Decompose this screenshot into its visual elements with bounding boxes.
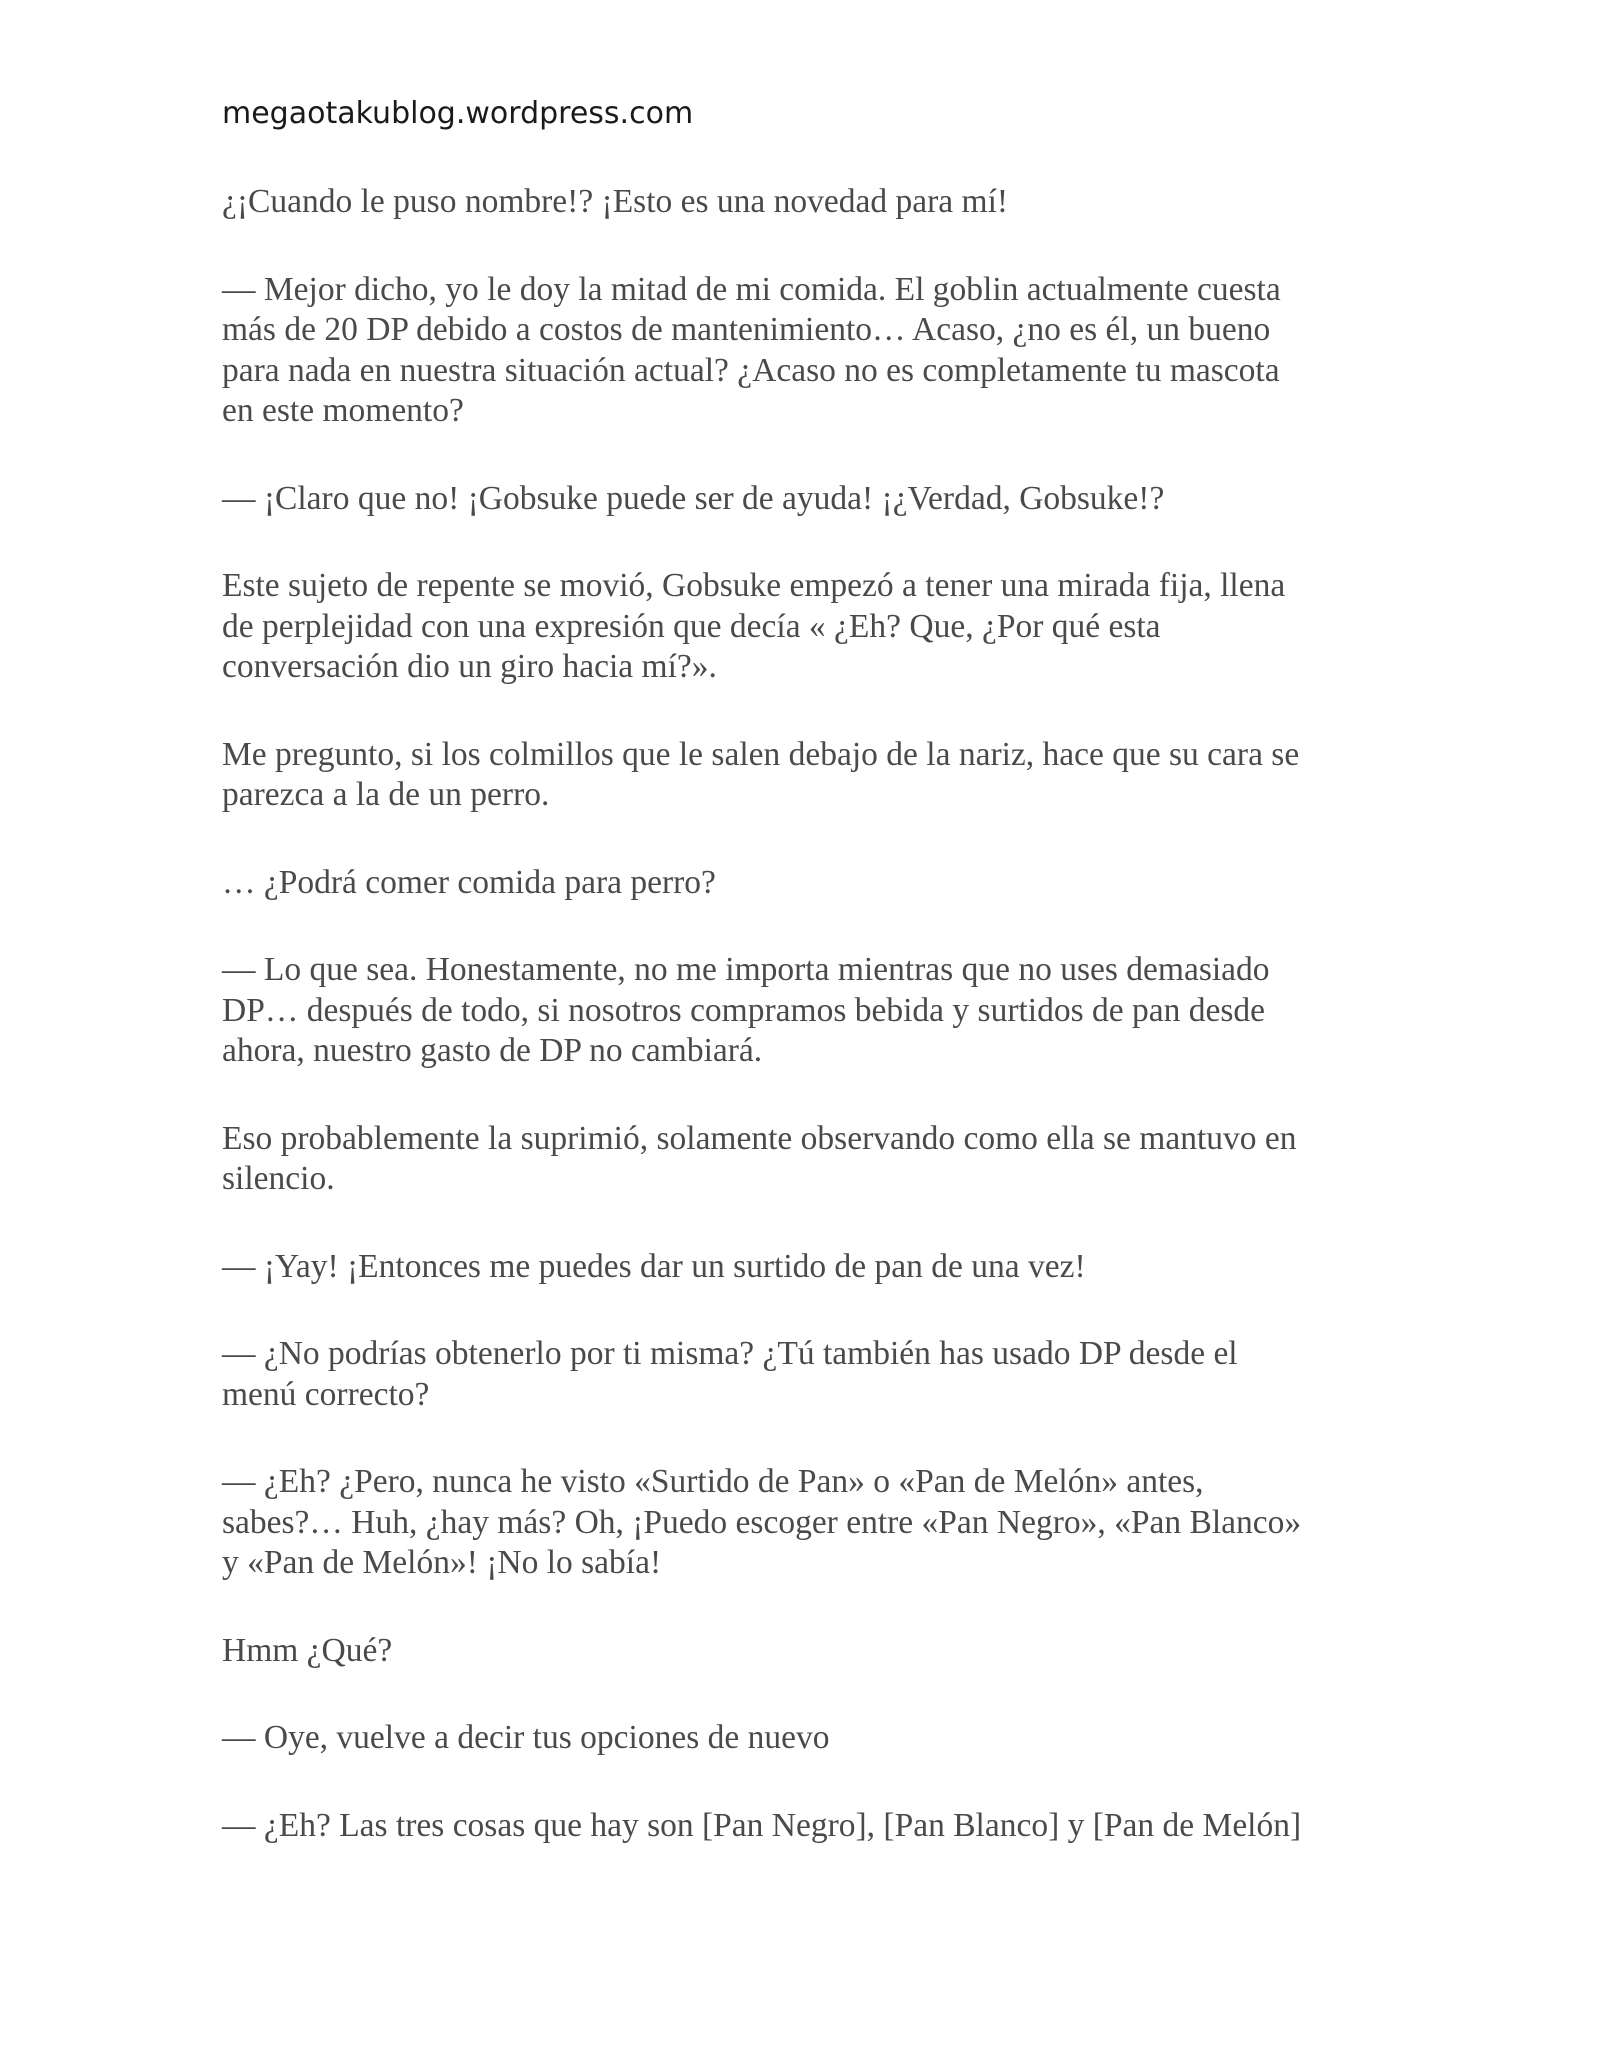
paragraph (222, 1247, 1372, 1288)
text-line: Este sujeto de repente se movió, Gobsuke empezó a tener una mirada fija, llena (222, 567, 1286, 604)
text-line: — Oye, vuelve a decir tus opciones de nuevo (222, 1719, 830, 1756)
text-line: DP… después de todo, si nosotros compramos bebida y surtidos de pan desde (222, 991, 1266, 1029)
paragraph (222, 182, 1372, 223)
paragraph (222, 1462, 1372, 1584)
text-line: Me pregunto, si los colmillos que le salen debajo de la nariz, hace que su cara se (222, 735, 1300, 773)
paragraph (222, 1334, 1372, 1415)
text-line: — ¡Claro que no! ¡Gobsuke puede ser de ayuda! ¡¿Verdad, Gobsuke!? (222, 479, 1165, 517)
text-line: — ¿Eh? ¿Pero, nunca he visto «Surtido de Pan» o «Pan de Melón» antes, (222, 1463, 1204, 1500)
text-line: Hmm ¿Qué? (222, 1631, 393, 1669)
text-line: ahora, nuestro gasto de DP no cambiará. (222, 1032, 763, 1069)
paragraph (222, 270, 1372, 432)
text-line: — Lo que sea. Honestamente, no me importa mientras que no uses demasiado (222, 951, 1270, 988)
paragraph (222, 1631, 1372, 1672)
text-line: silencio. (222, 1160, 335, 1197)
paragraph (222, 566, 1372, 688)
text-line: para nada en nuestra situación actual? ¿Acaso no es completamente tu mascota (222, 351, 1280, 389)
text-line: Eso probablemente la suprimió, solamente observando como ella se mantuvo en (222, 1119, 1297, 1157)
text-line: conversación dio un giro hacia mí?». (222, 648, 717, 685)
text-line: — ¿Eh? Las tres cosas que hay son [Pan Negro], [Pan Blanco] y [Pan de Melón] (222, 1806, 1302, 1844)
paragraph (222, 950, 1372, 1072)
paragraph (222, 1119, 1372, 1200)
text-line: parezca a la de un perro. (222, 776, 550, 813)
text-line: — ¡Yay! ¡Entonces me puedes dar un surtido de pan de una vez! (222, 1247, 1086, 1285)
text-line: — Mejor dicho, yo le doy la mitad de mi comida. El goblin actualmente cuesta (222, 270, 1281, 308)
text-line: más de 20 DP debido a costos de mantenimiento… Acaso, ¿no es él, un bueno (222, 311, 1271, 348)
paragraph (222, 479, 1372, 520)
text-line: de perplejidad con una expresión que decía « ¿Eh? Que, ¿Por qué esta (222, 607, 1161, 645)
text-line: — ¿No podrías obtenerlo por ti misma? ¿Tú también has usado DP desde el (222, 1335, 1238, 1372)
text-line: y «Pan de Melón»! ¡No lo sabía! (222, 1544, 662, 1581)
text-line: ¿¡Cuando le puso nombre!? ¡Esto es una novedad para mí! (222, 183, 1009, 220)
text-line: … ¿Podrá comer comida para perro? (222, 863, 716, 901)
paragraph (222, 863, 1372, 904)
text-line: en este momento? (222, 392, 464, 429)
paragraph (222, 735, 1372, 816)
body-text (222, 182, 1372, 1893)
site-header: megaotakublog.wordpress.com (222, 96, 694, 131)
text-line: menú correcto? (222, 1375, 430, 1413)
paragraph (222, 1718, 1372, 1759)
paragraph (222, 1806, 1372, 1847)
text-line: sabes?… Huh, ¿hay más? Oh, ¡Puedo escoger entre «Pan Negro», «Pan Blanco» (222, 1503, 1302, 1541)
